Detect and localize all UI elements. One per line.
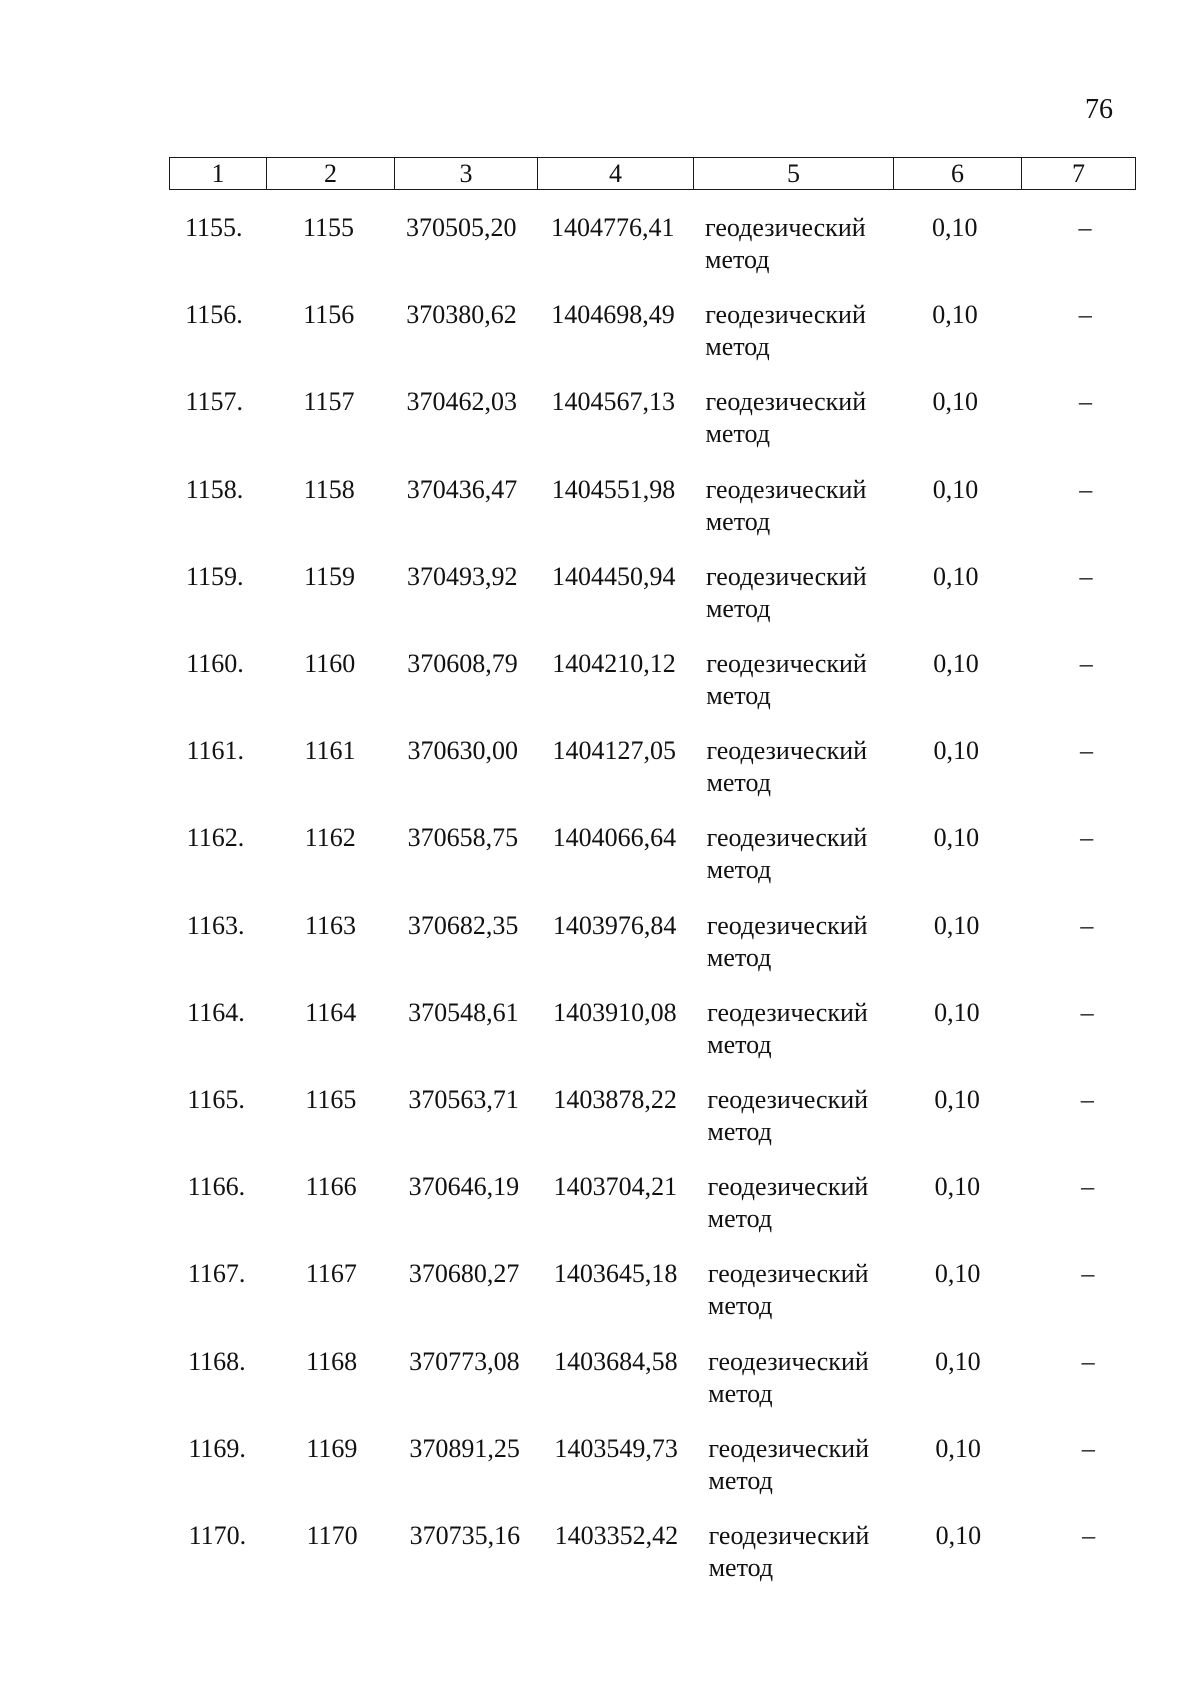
method-cell xyxy=(709,1520,909,1584)
method-text-line: геодезический xyxy=(706,910,868,940)
accuracy-value: 0,10 xyxy=(932,474,979,504)
method-text-line: метод xyxy=(707,1291,773,1321)
method-text-line: метод xyxy=(706,681,771,710)
method-cell xyxy=(705,299,905,363)
method-text-line: метод xyxy=(705,419,770,449)
column-number-header xyxy=(169,157,1136,190)
note-value: – xyxy=(1080,910,1094,940)
row-number: 1170. xyxy=(188,1521,247,1550)
table-row xyxy=(2,997,1200,1077)
method-text-line: геодезический xyxy=(706,736,868,766)
method-text-line: метод xyxy=(705,593,771,623)
header-row xyxy=(170,158,1136,190)
method-cell xyxy=(706,735,906,799)
method-text-line: геодезический xyxy=(707,1172,869,1202)
note-value: – xyxy=(1078,213,1092,242)
note-value: – xyxy=(1081,1346,1095,1376)
table-row xyxy=(2,822,1200,902)
method-text-line: метод xyxy=(706,855,772,885)
accuracy-value: 0,10 xyxy=(933,910,980,940)
coordinate-y: 1403549,73 xyxy=(554,1433,678,1463)
point-id: 1159 xyxy=(303,561,356,591)
row-number: 1159. xyxy=(185,561,244,591)
header-col-5: 5 xyxy=(694,158,894,190)
accuracy-value: 0,10 xyxy=(932,300,978,330)
note-value: – xyxy=(1079,736,1093,766)
row-number: 1163. xyxy=(186,910,245,940)
method-text-line: метод xyxy=(705,506,771,536)
accuracy-value: 0,10 xyxy=(935,1433,981,1463)
method-text-line: геодезический xyxy=(705,474,867,504)
method-text-line: метод xyxy=(707,1029,772,1059)
method-text-line: геодезический xyxy=(708,1346,869,1376)
point-id: 1155 xyxy=(303,213,355,242)
coordinate-y: 1403910,08 xyxy=(553,997,677,1027)
row-number: 1165. xyxy=(187,1085,245,1114)
method-text-line: геодезический xyxy=(706,649,867,678)
header-col-3: 3 xyxy=(395,158,538,190)
table-row xyxy=(1,735,1200,815)
point-id: 1158 xyxy=(303,474,355,504)
table-row xyxy=(0,386,1200,466)
coordinate-x: 370493,92 xyxy=(406,561,518,591)
table-row xyxy=(4,1520,1200,1600)
note-value: – xyxy=(1078,300,1092,330)
row-number: 1156. xyxy=(185,300,243,330)
coordinate-x: 370548,61 xyxy=(408,997,519,1027)
point-id: 1164 xyxy=(305,997,357,1027)
note-value: – xyxy=(1079,474,1093,504)
note-value: – xyxy=(1081,1259,1095,1289)
accuracy-value: 0,10 xyxy=(934,1085,980,1114)
method-text-line: метод xyxy=(705,245,770,274)
method-text-line: геодезический xyxy=(707,997,868,1027)
method-text-line: метод xyxy=(707,1117,772,1146)
note-value: – xyxy=(1079,561,1093,591)
method-cell xyxy=(707,910,907,974)
table-row xyxy=(3,1171,1200,1251)
coordinate-y: 1403352,42 xyxy=(554,1521,679,1550)
accuracy-value: 0,10 xyxy=(932,561,979,591)
coordinate-y: 1404551,98 xyxy=(551,474,676,504)
point-id: 1160 xyxy=(304,649,356,678)
coordinate-y: 1403704,21 xyxy=(553,1172,678,1202)
point-id: 1165 xyxy=(305,1085,357,1114)
accuracy-value: 0,10 xyxy=(934,1259,981,1289)
note-value: – xyxy=(1080,997,1094,1027)
coordinate-y: 1404127,05 xyxy=(552,736,676,766)
point-id: 1169 xyxy=(306,1433,358,1463)
note-value: – xyxy=(1080,823,1094,853)
table-row xyxy=(0,299,1200,379)
table-row xyxy=(1,648,1200,728)
point-id: 1161 xyxy=(304,736,356,766)
method-text-line: геодезический xyxy=(705,300,866,330)
coordinate-x: 370630,00 xyxy=(407,736,518,766)
note-value: – xyxy=(1082,1521,1096,1550)
point-id: 1162 xyxy=(304,823,356,853)
point-id: 1156 xyxy=(303,300,355,330)
row-number: 1169. xyxy=(188,1433,246,1463)
method-text-line: геодезический xyxy=(707,1259,869,1289)
method-text-line: геодезический xyxy=(706,823,868,853)
coordinate-y: 1404450,94 xyxy=(551,561,676,591)
table-row xyxy=(2,910,1200,990)
point-id: 1170 xyxy=(306,1521,358,1550)
coordinate-x: 370658,75 xyxy=(407,823,519,853)
coordinate-x: 370680,27 xyxy=(408,1259,520,1289)
coordinate-x: 370646,19 xyxy=(408,1172,520,1202)
coordinate-x: 370608,79 xyxy=(407,649,518,678)
accuracy-value: 0,10 xyxy=(933,649,979,678)
method-cell xyxy=(706,561,906,625)
row-number: 1160. xyxy=(186,649,244,678)
method-cell xyxy=(708,1433,908,1497)
table-row xyxy=(3,1258,1200,1338)
row-number: 1164. xyxy=(187,997,245,1027)
row-number: 1158. xyxy=(185,474,244,504)
method-cell xyxy=(707,997,907,1061)
coordinate-y: 1403645,18 xyxy=(553,1259,678,1289)
accuracy-value: 0,10 xyxy=(935,1346,981,1376)
row-number: 1157. xyxy=(185,387,244,417)
accuracy-value: 0,10 xyxy=(932,387,978,417)
header-col-1: 1 xyxy=(170,158,267,190)
coordinate-x: 370436,47 xyxy=(406,474,518,504)
coordinate-x: 370462,03 xyxy=(406,387,517,417)
header-col-2: 2 xyxy=(267,158,395,190)
accuracy-value: 0,10 xyxy=(933,736,979,766)
method-text-line: метод xyxy=(705,332,770,362)
method-cell xyxy=(705,212,905,276)
method-text-line: геодезический xyxy=(705,213,866,242)
note-value: – xyxy=(1079,649,1093,678)
coordinate-x: 370891,25 xyxy=(409,1433,520,1463)
method-text-line: геодезический xyxy=(705,561,867,591)
point-id: 1157 xyxy=(303,387,355,417)
coordinate-y: 1404698,49 xyxy=(551,300,675,330)
coordinate-x: 370735,16 xyxy=(409,1521,521,1550)
point-id: 1163 xyxy=(304,910,356,940)
accuracy-value: 0,10 xyxy=(932,213,978,242)
method-text-line: геодезический xyxy=(708,1521,870,1550)
point-id: 1166 xyxy=(305,1172,357,1202)
coordinate-x: 370682,35 xyxy=(407,910,519,940)
method-text-line: геодезический xyxy=(708,1433,870,1463)
method-text-line: метод xyxy=(707,1204,773,1234)
row-number: 1167. xyxy=(187,1259,246,1289)
accuracy-value: 0,10 xyxy=(933,823,980,853)
method-text-line: геодезический xyxy=(707,1085,869,1114)
row-number: 1162. xyxy=(186,823,245,853)
coordinate-y: 1403684,58 xyxy=(554,1346,678,1376)
note-value: – xyxy=(1081,1172,1095,1202)
row-number: 1161. xyxy=(186,736,244,766)
method-cell xyxy=(705,386,905,450)
row-number: 1155. xyxy=(185,213,243,242)
table-row xyxy=(2,1084,1200,1164)
header-col-6: 6 xyxy=(894,158,1022,190)
accuracy-value: 0,10 xyxy=(934,997,980,1027)
page-number: 76 xyxy=(1085,94,1113,125)
accuracy-value: 0,10 xyxy=(935,1521,982,1550)
method-text-line: метод xyxy=(706,942,772,972)
note-value: – xyxy=(1081,1433,1095,1463)
method-cell xyxy=(706,474,906,538)
method-cell xyxy=(708,1171,908,1235)
coordinate-y: 1404567,13 xyxy=(551,387,675,417)
table-row xyxy=(3,1433,1200,1513)
coordinate-y: 1404776,41 xyxy=(551,213,675,242)
method-text-line: метод xyxy=(706,768,771,798)
coordinate-x: 370773,08 xyxy=(409,1346,520,1376)
table-row xyxy=(1,474,1200,554)
row-number: 1168. xyxy=(188,1346,246,1376)
point-id: 1168 xyxy=(306,1346,358,1376)
method-cell xyxy=(707,822,907,886)
coordinate-y: 1403878,22 xyxy=(553,1085,677,1114)
method-text-line: метод xyxy=(708,1553,774,1582)
coordinate-x: 370505,20 xyxy=(406,213,517,242)
note-value: – xyxy=(1080,1085,1094,1114)
note-value: – xyxy=(1078,387,1092,417)
coordinate-x: 370563,71 xyxy=(408,1085,519,1114)
accuracy-value: 0,10 xyxy=(934,1172,981,1202)
method-cell xyxy=(706,648,906,712)
coordinate-x: 370380,62 xyxy=(406,300,517,330)
coordinate-y: 1404210,12 xyxy=(552,649,676,678)
header-col-7: 7 xyxy=(1022,158,1136,190)
header-col-4: 4 xyxy=(538,158,694,190)
table-row xyxy=(3,1346,1200,1426)
method-cell xyxy=(708,1258,908,1322)
method-text-line: метод xyxy=(708,1378,773,1408)
method-cell xyxy=(707,1084,907,1148)
row-number: 1166. xyxy=(187,1172,246,1202)
method-text-line: геодезический xyxy=(705,387,867,417)
method-cell xyxy=(708,1346,908,1410)
coordinate-y: 1404066,64 xyxy=(552,823,677,853)
point-id: 1167 xyxy=(305,1259,357,1289)
method-text-line: метод xyxy=(708,1465,773,1495)
table-row xyxy=(1,561,1200,641)
table-row xyxy=(0,212,1200,292)
coordinate-y: 1403976,84 xyxy=(552,910,677,940)
